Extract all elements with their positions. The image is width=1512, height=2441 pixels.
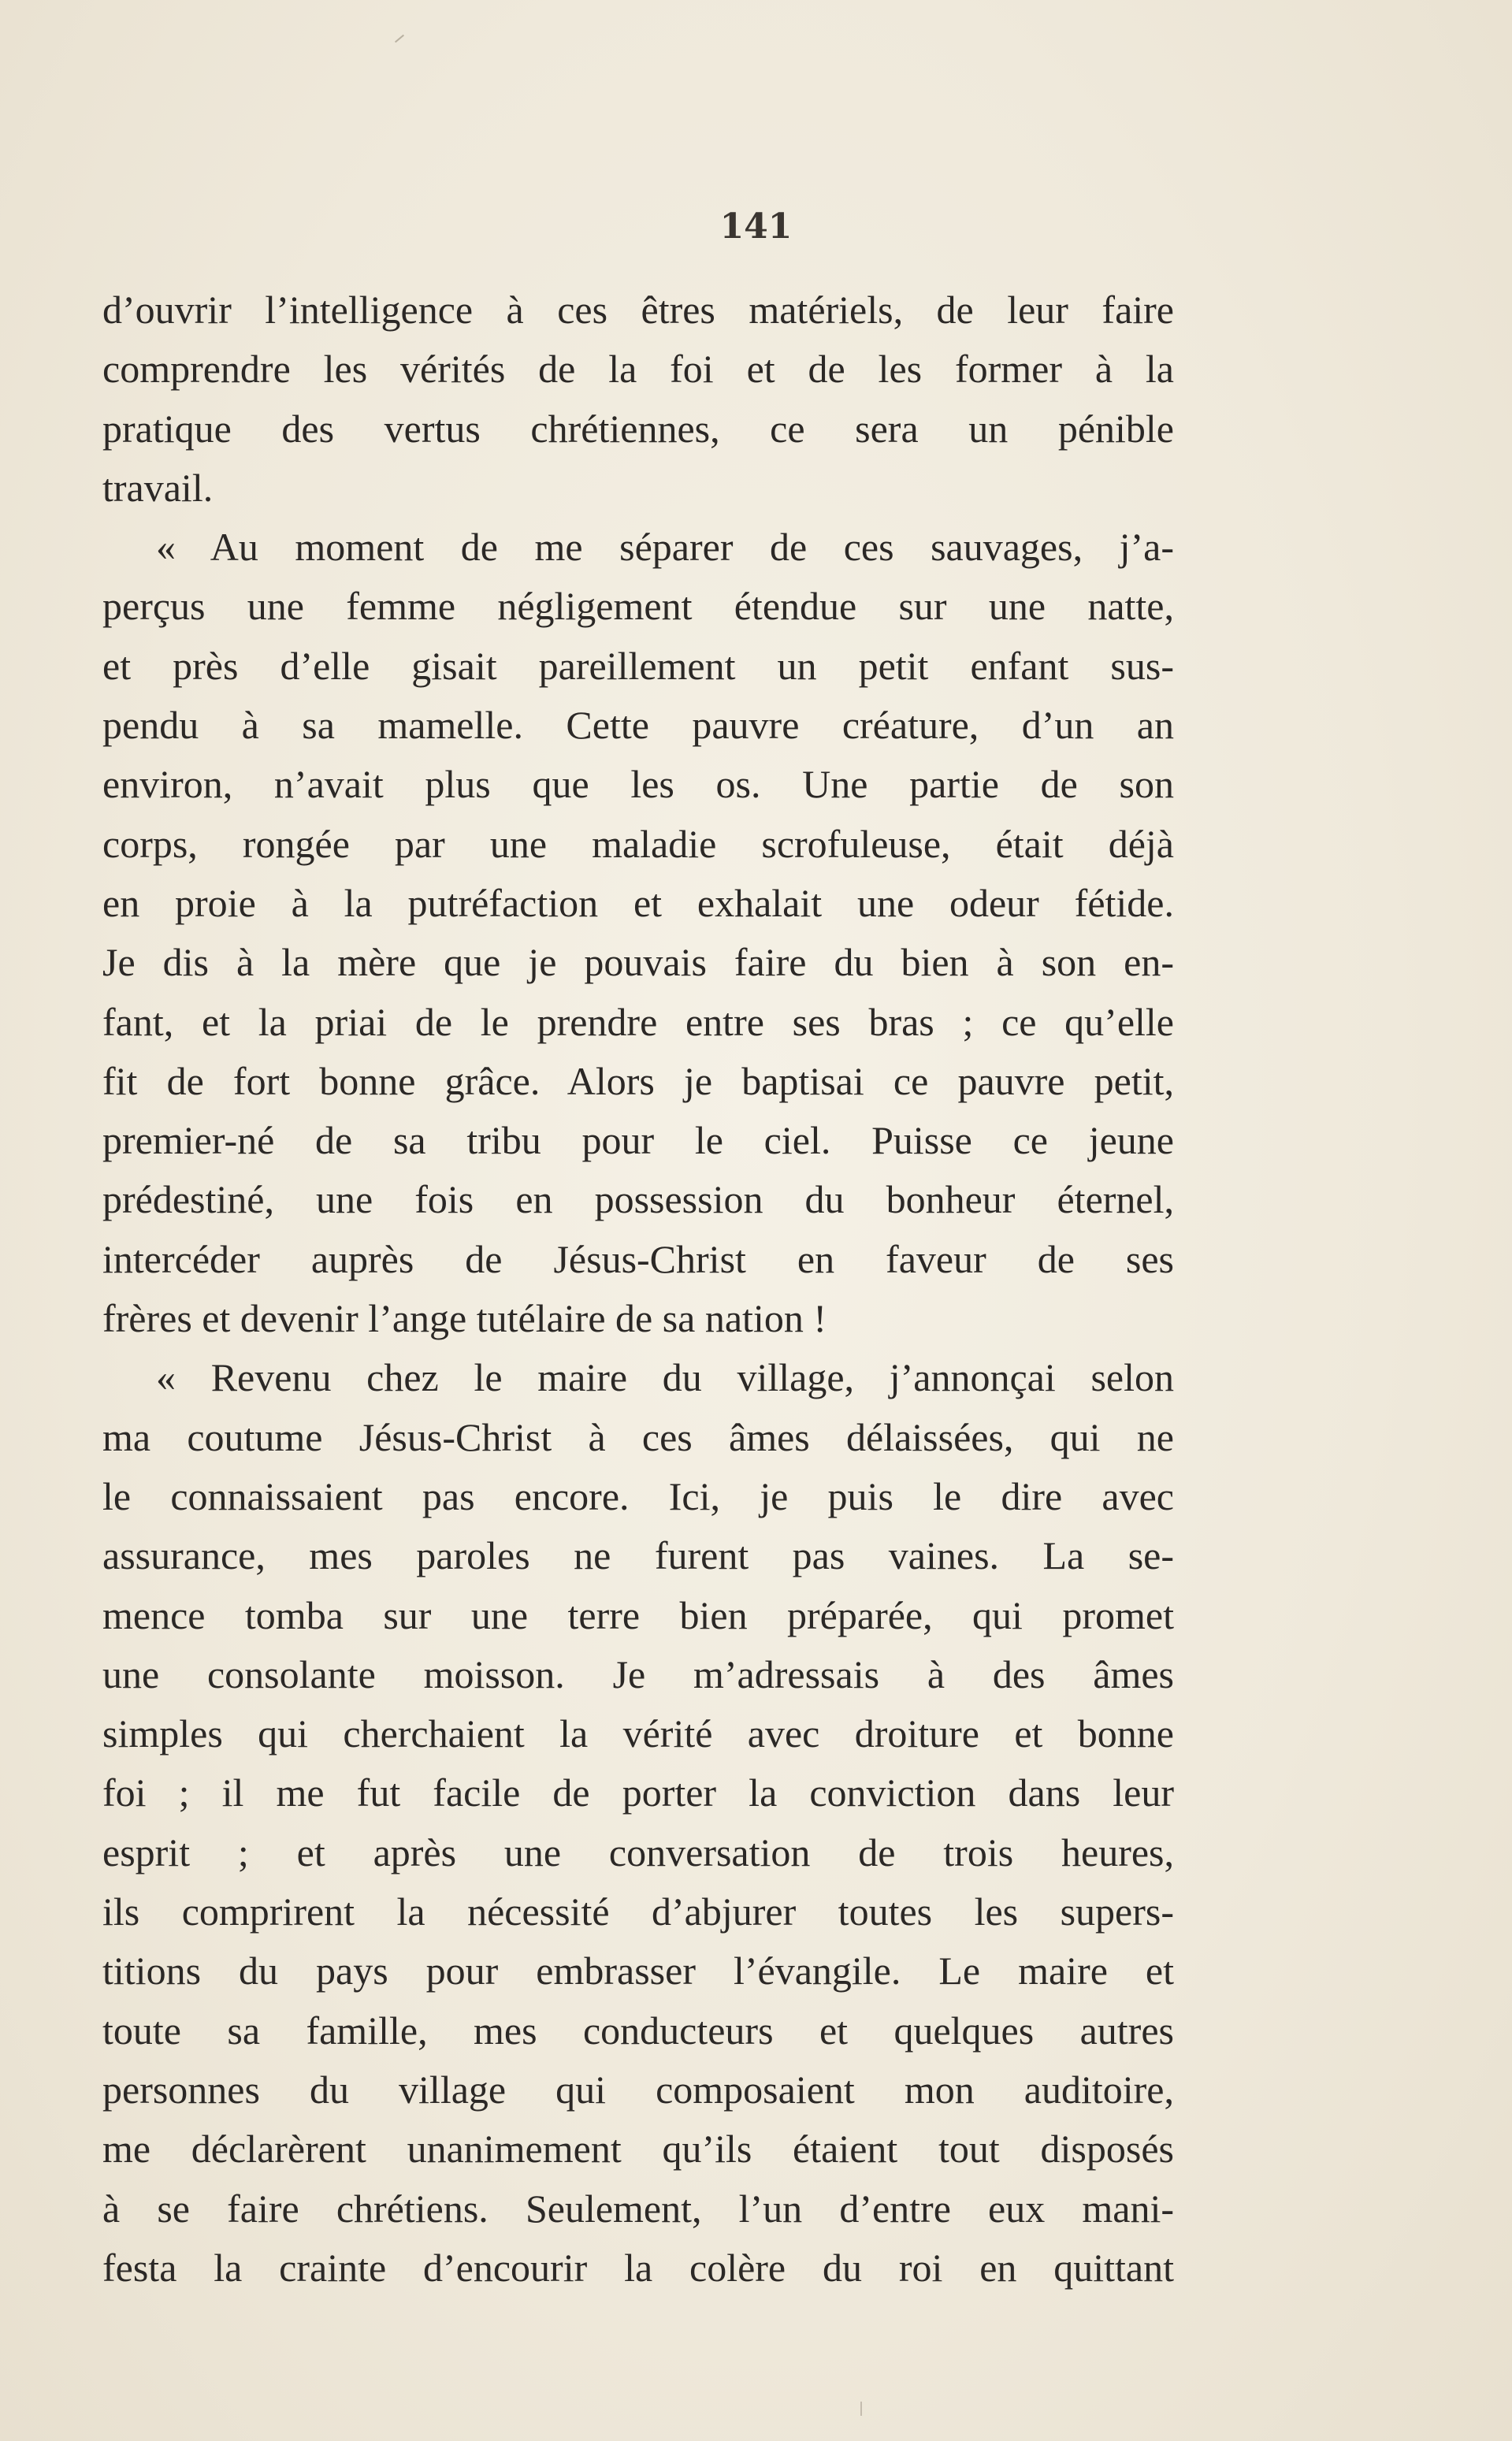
text-line: en proie à la putréfaction et exhalait une odeur fétide. — [102, 880, 1174, 925]
page-edge-mark — [860, 2402, 862, 2416]
body-text — [102, 281, 1174, 2298]
text-line: « Au moment de me séparer de ces sauvages, j’a- — [156, 525, 1174, 570]
text-line: Je dis à la mère que je pouvais faire du bien à son en- — [102, 940, 1174, 985]
text-line: une consolante moisson. Je m’adressais à des âmes — [102, 1651, 1174, 1696]
text-line: toute sa famille, mes conducteurs et quelques autres — [102, 2008, 1174, 2053]
pencil-mark — [395, 35, 404, 43]
text-line: esprit ; et après une conversation de trois heures, — [102, 1830, 1174, 1874]
text-line: à se faire chrétiens. Seulement, l’un d’entre eux mani- — [102, 2186, 1174, 2231]
text-line: intercéder auprès de Jésus-Christ en faveur de ses — [102, 1236, 1174, 1281]
text-line: mence tomba sur une terre bien préparée, qui promet — [102, 1592, 1174, 1637]
text-line: « Revenu chez le maire du village, j’annonçai selon — [156, 1355, 1174, 1400]
text-line: environ, n’avait plus que les os. Une partie de son — [102, 762, 1174, 807]
text-line: d’ouvrir l’intelligence à ces êtres matériels, de leur faire — [102, 288, 1174, 332]
text-line: pendu à sa mamelle. Cette pauvre créature, d’un an — [102, 703, 1174, 748]
text-line: travail. — [102, 465, 214, 510]
text-line: frères et devenir l’ange tutélaire de sa nation ! — [102, 1296, 827, 1341]
text-line: et près d’elle gisait pareillement un petit enfant sus- — [102, 643, 1174, 688]
text-line: fant, et la priai de le prendre entre ses bras ; ce qu’elle — [102, 999, 1174, 1044]
text-line: festa la crainte d’encourir la colère du roi en quittant — [102, 2245, 1174, 2290]
text-line: premier-né de sa tribu pour le ciel. Puisse ce jeune — [102, 1118, 1174, 1163]
text-line: fit de fort bonne grâce. Alors je baptisai ce pauvre petit, — [102, 1058, 1174, 1103]
text-line: foi ; il me fut facile de porter la conviction dans leur — [102, 1770, 1174, 1815]
text-line: pratique des vertus chrétiennes, ce sera un pénible — [102, 406, 1174, 451]
text-line: simples qui cherchaient la vérité avec droiture et bonne — [102, 1711, 1174, 1756]
text-line: titions du pays pour embrasser l’évangile. Le maire et — [102, 1949, 1174, 1993]
text-line: comprendre les vérités de la foi et de les former à la — [102, 347, 1174, 392]
text-line: me déclarèrent unanimement qu’ils étaient tout disposés — [102, 2127, 1174, 2172]
text-line: assurance, mes paroles ne furent pas vaines. La se- — [102, 1533, 1174, 1578]
text-line: personnes du village qui composaient mon auditoire, — [102, 2067, 1174, 2112]
text-line: ma coutume Jésus-Christ à ces âmes délaissées, qui ne — [102, 1414, 1174, 1459]
text-line: ils comprirent la nécessité d’abjurer toutes les supers- — [102, 1889, 1174, 1934]
text-line: prédestiné, une fois en possession du bonheur éternel, — [102, 1177, 1174, 1222]
page-number: 141 — [719, 206, 793, 247]
text-line: perçus une femme négligement étendue sur une natte, — [102, 584, 1174, 629]
text-line: corps, rongée par une maladie scrofuleuse, était déjà — [102, 821, 1174, 866]
text-line: le connaissaient pas encore. Ici, je puis le dire avec — [102, 1473, 1174, 1518]
